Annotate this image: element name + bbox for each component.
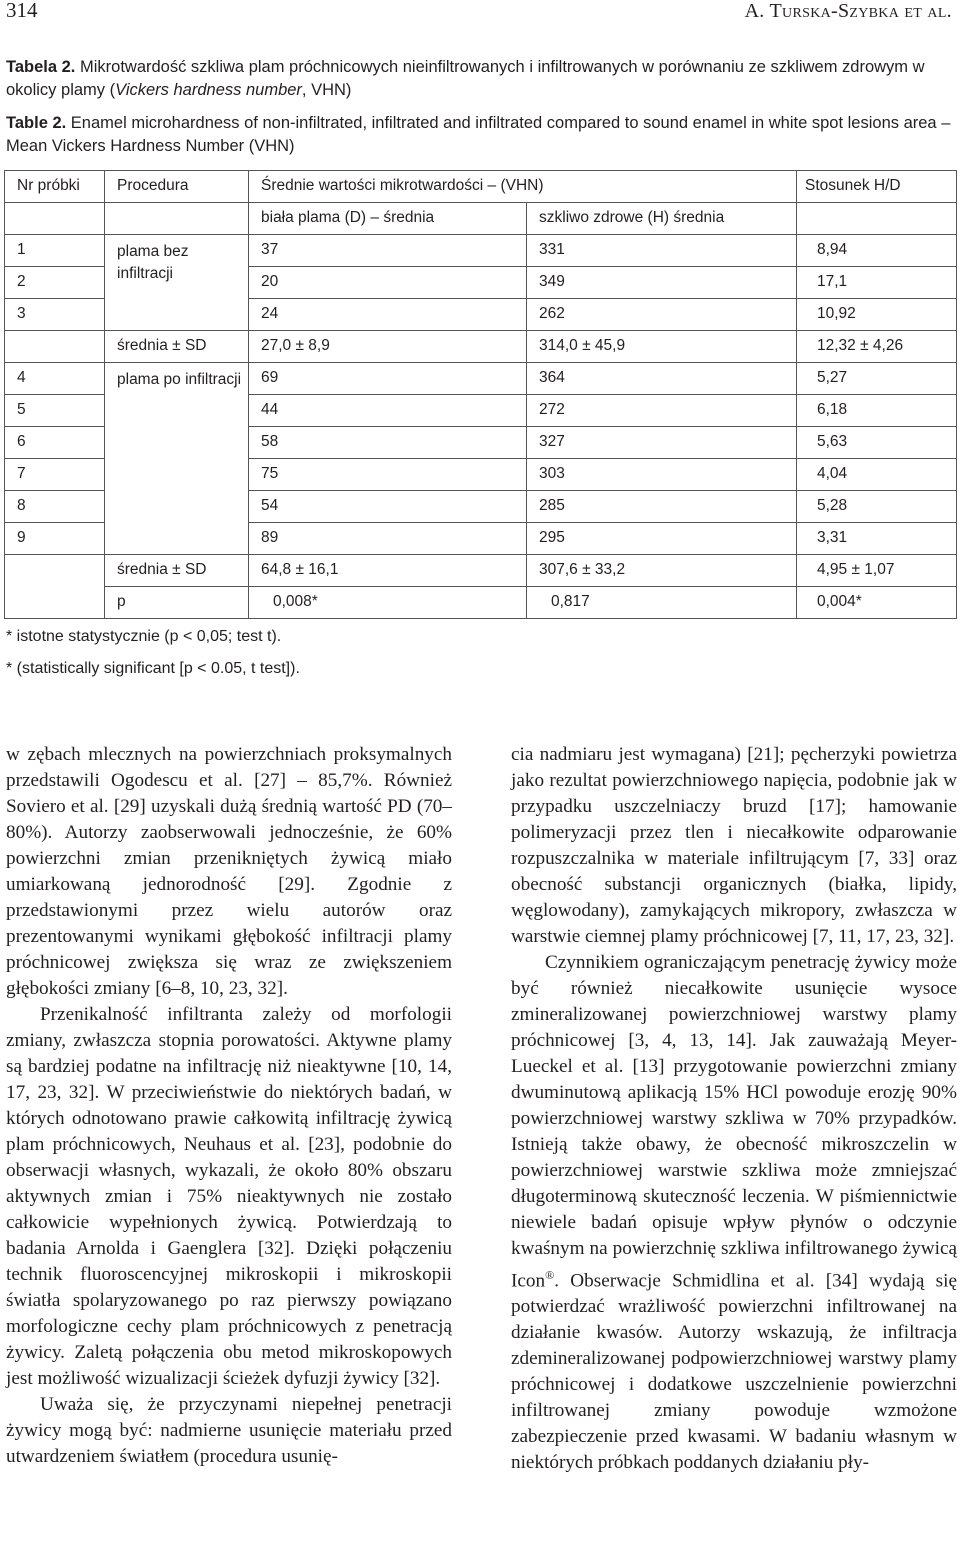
caption-text-en: Enamel microhardness of non-infiltrated, infiltrated and infiltrated compared to sound enamel in white spot lesions area – Mean Vickers Hardness Number (VHN) xyxy=(6,114,951,155)
paragraph-text-b: . Obserwacje Schmidlina et al. [34] wydają się potwierdzać wrażliwość powierzchni infiltrowanej na działanie kwasów. Autorzy wskazują, że infiltracja zdemineralizowanej podpowierzchniowej warstwy plamy próchnicowej i dodatkowe uszczelnienie powierzchni infiltrowanej zmiany powoduje wzmożone zabezpieczenie przed kwasami. W badaniu własnym w niektórych próbkach poddanych działaniu pły- xyxy=(511,1270,957,1474)
header-ratio: Stosunek H/D xyxy=(797,171,957,203)
header-sample: Nr próbki xyxy=(5,171,105,203)
table-subheader-row xyxy=(5,203,957,235)
paragraph: Uważa się, że przyczynami niepełnej penetracji żywicy mogą być: nadmierne usunięcie materiału przed utwardzeniem światłem (procedura usunię- xyxy=(6,1394,452,1467)
caption-text-pl-a: Mikrotwardość szkliwa plam próchnicowych nieinfiltrowanych i infiltrowanych w porównaniu ze szkliwem zdrowym w okolicy plamy ( xyxy=(6,58,925,99)
table-row: 5 44 272 6,18 xyxy=(5,395,957,427)
table-row: 3 24 262 10,92 xyxy=(5,299,957,331)
table-row: 8 54 285 5,28 xyxy=(5,491,957,523)
group2-label: plama po infiltracji xyxy=(105,363,249,555)
page-number: 314 xyxy=(6,0,38,22)
caption-text-pl-b: , VHN) xyxy=(301,81,352,99)
p-value-row: p 0,008* 0,817 0,004* xyxy=(5,587,957,619)
caption-label-en: Table 2. xyxy=(6,114,67,132)
footnote-pl: * istotne statystycznie (p < 0,05; test t). xyxy=(6,628,282,645)
table-row: 4 plama po infiltracji 69 364 5,27 xyxy=(5,363,957,395)
table-caption-en xyxy=(6,112,956,158)
body-column-right xyxy=(511,742,957,1476)
header-means: Średnie wartości mikrotwardości – (VHN) xyxy=(249,171,797,203)
paragraph: Przenikalność infiltranta zależy od morfologii zmiany, zwłaszcza stopnia porowatości. Aktywne plamy są bardziej podatne na infiltrację niż nieaktywne [10, 14, 17, 23, 32]. W przeciwieństwie do niektórych badań, w których odnotowano prawie całkowitą infiltrację żywicą plam próchnicowych, Neuhaus et al. [23], podobnie do obserwacji własnych, wykazali, że około 80% obszaru aktywnych zmian i 75% nieaktywnych nie zostało całkowicie wypełnionych żywicą. Potwierdzają to badania Arnolda i Gaenglera [32]. Dzięki połączeniu technik fluoroscencyjnej mikroskopii i mikroskopii światła spolaryzowanego po raz pierwszy powiązano morfologiczne cechy plam próchnicowych z penetracją żywicy. Zaletą połączenia obu metod mikroskopowych jest możliwość wizualizacji ścieżek dyfuzji żywicy [32]. xyxy=(6,1004,452,1389)
caption-text-pl-italic: Vickers hardness number xyxy=(115,81,302,99)
subheader-sound: szkliwo zdrowe (H) średnia xyxy=(527,203,797,235)
table-row: 1 plama bez infiltracji 37 331 8,94 xyxy=(5,235,957,267)
registered-mark: ® xyxy=(545,1268,555,1282)
footnote-en: * (statistically significant [p < 0.05, t test]). xyxy=(6,660,300,677)
header-procedure: Procedura xyxy=(105,171,249,203)
running-head: A. Turska-Szybka et al. xyxy=(744,0,952,22)
paragraph-text-a: Czynnikiem ograniczającym penetrację żywicy może być również niecałkowite usunięcie wysoce zmineralizowanej powierzchniowej warstwy plamy próchnicowej [3, 4, 13, 14]. Jak zauważają Meyer-Lueckel et al. [13] przygotowanie powierzchni zmiany dwuminutową aplikacją 15% HCl powoduje erozję 90% powierzchniowej warstwy szkliwa w 70% przypadków. Istnieją także obawy, że obecność mikroszczelin w powierzchniowej warstwie szkliwa może zmniejszać długoterminową skuteczność leczenia. W piśmiennictwie niewiele badań opisuje wpływ płynów o odczynie kwaśnym na powierzchnię szkliwa infiltrowanego żywicą Icon xyxy=(511,952,957,1292)
table-row: 2 20 349 17,1 xyxy=(5,267,957,299)
paragraph: w zębach mlecznych na powierzchniach proksymalnych przedstawili Ogodescu et al. [27] – 85,7%. Również Soviero et al. [29] uzyskali dużą średnią wartość PD (70–80%). Autorzy zaobserwowali jednocześnie, że 60% powierzchni zmian przenikniętych żywicą miało umiarkowaną jednorodność [29]. Zgodnie z przedstawionymi przez wielu autorów oraz prezentowanymi wynikami głębokość infiltracji plamy próchnicowej zwiększa się wraz ze zwiększeniem głębokości zmiany [6–8, 10, 23, 32]. xyxy=(6,744,452,999)
summary-row: średnia ± SD 27,0 ± 8,9 314,0 ± 45,9 12,32 ± 4,26 xyxy=(5,331,957,363)
group1-label: plama bez infiltracji xyxy=(105,235,249,331)
paragraph: cia nadmiaru jest wymagana) [21]; pęcherzyki powietrza jako rezultat powierzchniowego napięcia, podobnie jak w przypadku uszczelniaczy bruzd [17]; hamowanie polimeryzacji przez tlen i niecałkowite odparowanie rozpuszczalnika w materiale infiltrującym [7, 33] oraz obecność substancji organicznych (białka, lipidy, węglowodany), zamykających mikropory, zwłaszcza w warstwie ciemnej plamy próchnicowej [7, 11, 17, 23, 32]. xyxy=(511,744,957,947)
table-row: 9 89 295 3,31 xyxy=(5,523,957,555)
results-table xyxy=(4,170,956,619)
paragraph xyxy=(511,950,957,1476)
body-column-left xyxy=(6,742,452,1470)
caption-label-pl: Tabela 2. xyxy=(6,58,76,76)
table-caption-pl xyxy=(6,56,956,102)
subheader-lesion: biała plama (D) – średnia xyxy=(249,203,527,235)
table-row: 7 75 303 4,04 xyxy=(5,459,957,491)
summary-row: średnia ± SD 64,8 ± 16,1 307,6 ± 33,2 4,95 ± 1,07 xyxy=(5,555,957,587)
table-header-row xyxy=(5,171,957,203)
table-row: 6 58 327 5,63 xyxy=(5,427,957,459)
